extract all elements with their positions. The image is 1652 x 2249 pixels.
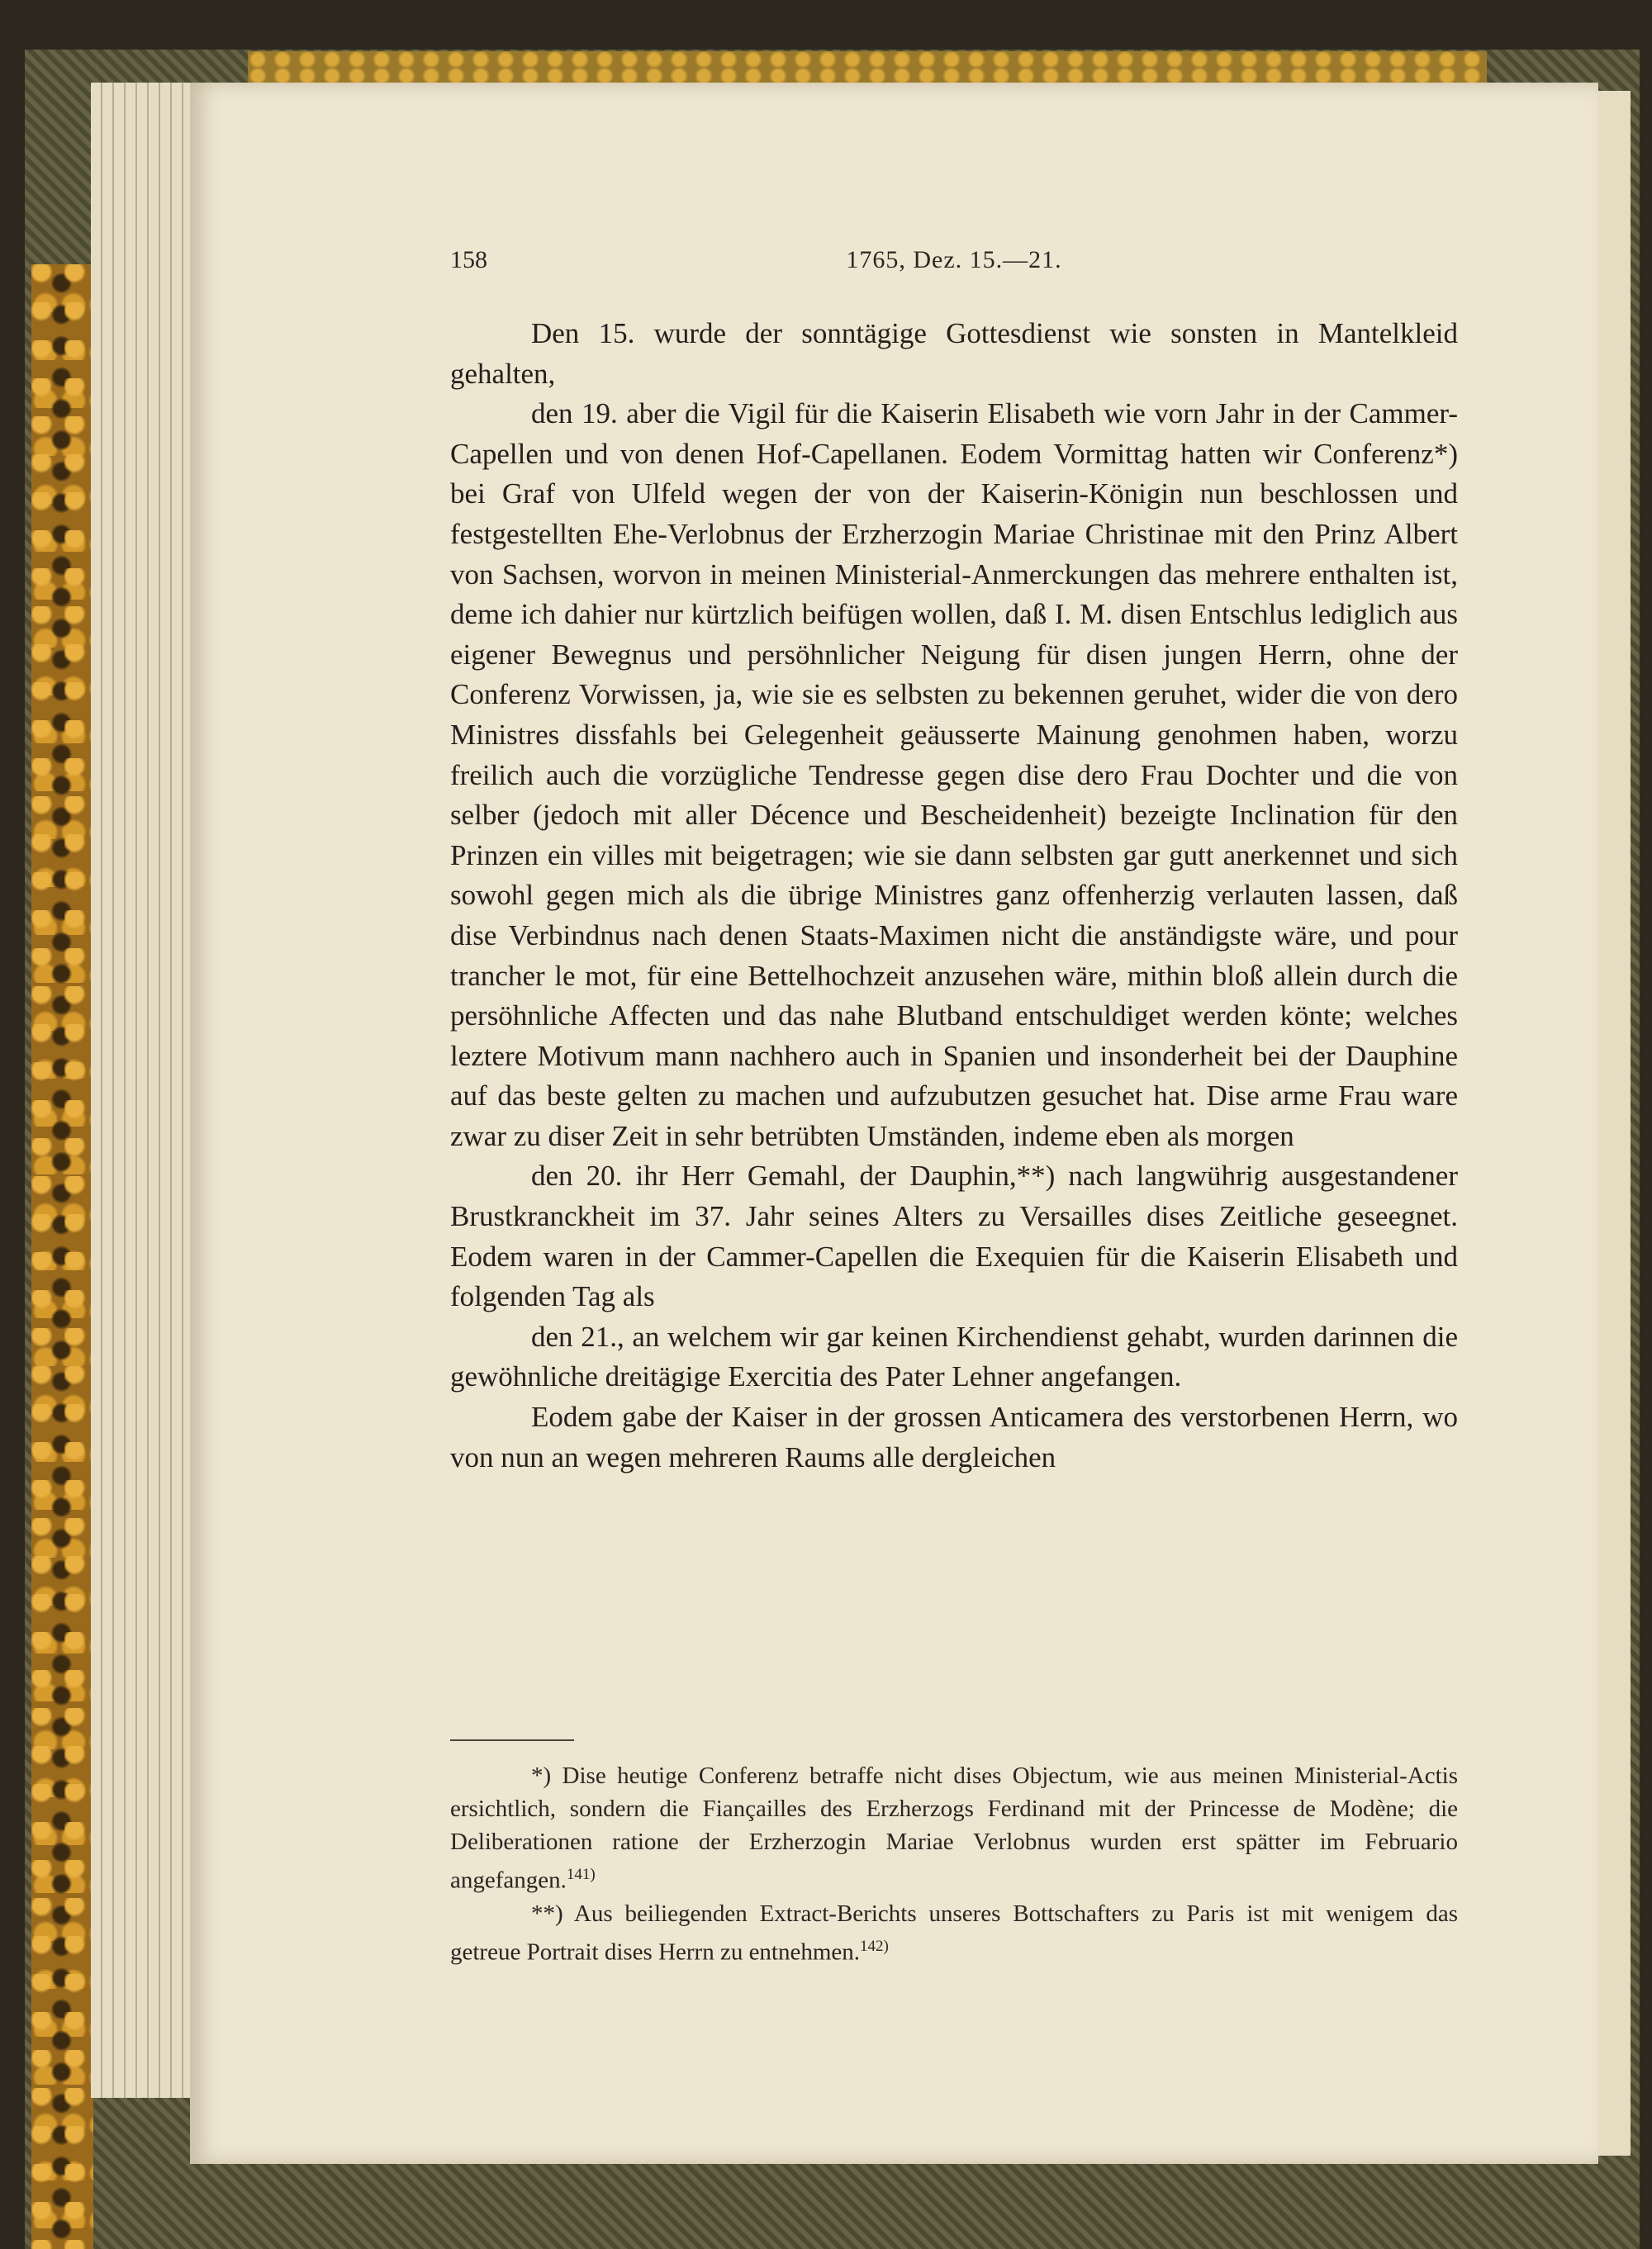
footnote-text: *) Dise heutige Conferenz betraffe nicht dises Objectum, wie aus meinen Ministerial-Actis ersichtlich, sondern die Fiançailles des Erzherzogs Ferdinand mit der Princesse de Modène; die Deliberationen ratione der Erzherzogin Mariae Verlobnus wurden erst spätter im Februario angefangen. [450, 1763, 1458, 1894]
footnote-ref: 142) [860, 1937, 889, 1955]
paragraph: Eodem gabe der Kaiser in der grossen Anticamera des verstorbenen Herrn, wo von nun an wegen mehreren Raums alle dergleichen [450, 1401, 1458, 1473]
running-head: 1765, Dez. 15.—21. [846, 246, 1062, 273]
footnotes [450, 1759, 1458, 1968]
page-number: 158 [450, 246, 487, 273]
paragraph: den 20. ihr Herr Gemahl, der Dauphin,**) nach langwührig ausgestandener Brustkranckheit im 37. Jahr seines Alters zu Versailles dises Zeitliche geseegnet. Eodem waren in der Cammer-Capellen die Exequien für die Kaiserin Elisabeth und folgenden Tag als [450, 1160, 1458, 1313]
marbled-endpaper [31, 264, 93, 2249]
paragraph: den 21., an welchem wir gar keinen Kirchendienst gehabt, wurden darinnen die gewöhnliche dreitägige Exercitia des Pater Lehner angefangen. [450, 1320, 1458, 1393]
footnote [450, 1897, 1458, 1969]
body-text [450, 314, 1458, 1478]
paragraph: Den 15. wurde der sonntägige Gottesdienst wie sonsten in Mantelkleid gehalten, [450, 317, 1458, 390]
footnote-rule [450, 1739, 574, 1741]
footnote-ref: 141) [566, 1866, 596, 1883]
paragraph: den 19. aber die Vigil für die Kaiserin Elisabeth wie vorn Jahr in der Cammer-Capellen und von denen Hof-Capellanen. Eodem Vormittag hatten wir Conferenz*) bei Graf von Ulfeld wegen der von der Kaiserin-Königin nun beschlossen und festgestellten Ehe-Verlobnus der Erzherzogin Mariae Christinae mit den Prinz Albert von Sachsen, worvon in meinen Ministerial-Anmerckungen das mehrere enthalten ist, deme ich dahier nur kürtzlich beifügen wollen, daß I. M. disen Entschlus lediglich aus eigener Bewegnus und persöhnlicher Neigung für disen jungen Herrn, ohne der Conferenz Vorwissen, ja, wie sie es selbsten zu bekennen geruhet, wider die von dero Ministres dissfahls bei Gelegenheit geäusserte Mainung genohmen haben, worzu freilich auch die vorzügliche Tendresse gegen dise dero Frau Dochter und die von selber (jedoch mit aller Décence und Bescheidenheit) bezeigte Inclination für den Prinzen ein villes mit beigetragen; wie sie dann selbsten gar gutt anerkennet und sich sowohl gegen mich als die übrige Ministres ganz offenherzig verlauten lassen, daß dise Verbindnus nach denen Staats-Maximen nicht die anständigste wäre, und pour trancher le mot, für eine Bettelhochzeit anzusehen wäre, mithin bloß allein durch die persöhnliche Affecten und das nahe Blutband entschuldiget werden könte; welches leztere Motivum mann nachhero auch in Spanien und insonderheit bei der Dauphine auf das beste gelten zu machen und aufzubutzen gesuchet hat. Dise arme Frau ware zwar zu diser Zeit in sehr betrübten Umständen, indeme eben als morgen [450, 397, 1458, 1152]
footnote-text: **) Aus beiliegenden Extract-Berichts unseres Bottschafters zu Paris ist mit wenigem das getreue Portrait dises Herrn zu entnehmen. [450, 1900, 1458, 1966]
page-header [450, 246, 1458, 279]
footnote [450, 1759, 1458, 1897]
marbled-edge-top [248, 51, 1487, 84]
